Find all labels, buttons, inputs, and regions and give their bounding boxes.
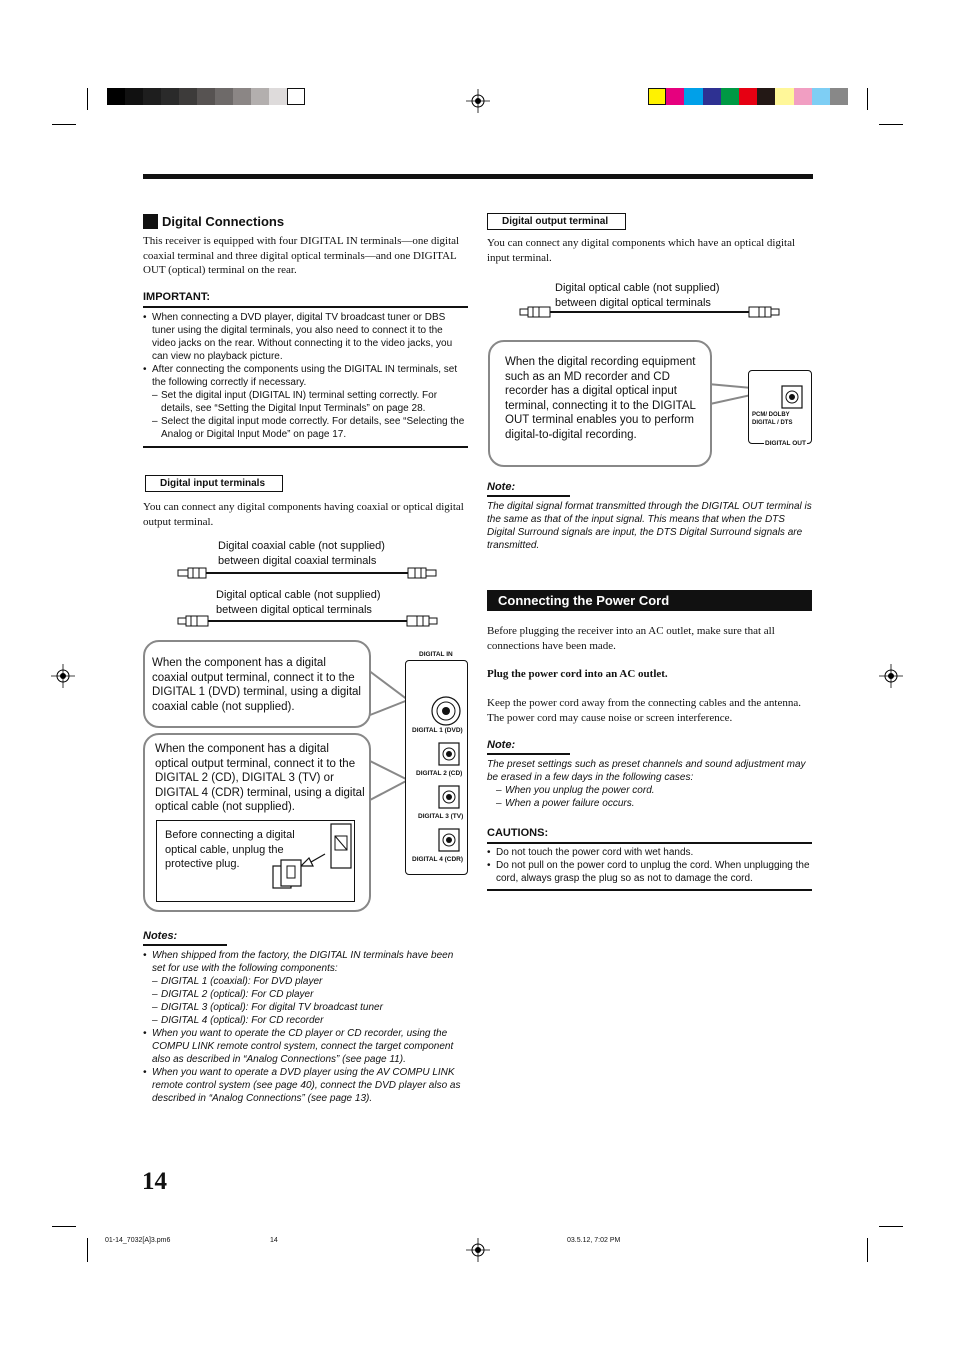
heading-text: Digital Connections bbox=[162, 214, 285, 229]
notes-label: Notes: bbox=[143, 930, 178, 942]
color-swatch bbox=[794, 88, 812, 105]
list-item: • Do not pull on the power cord to unplug the cord. When unplugging the cord, always grasp the plug so as not to damage the cord. bbox=[487, 859, 812, 885]
note2-list bbox=[487, 758, 812, 810]
optical-jack-icon bbox=[438, 828, 460, 852]
color-swatch bbox=[197, 88, 215, 105]
color-swatch bbox=[143, 88, 161, 105]
list-item: – Select the digital input mode correctly. For details, see “Selecting the Analog or Digital Input Mode” on page 17. bbox=[143, 415, 468, 441]
crop-mark bbox=[52, 1226, 76, 1227]
square-bullet-icon bbox=[143, 214, 158, 229]
callout-optical-text: When the component has a digital optical output terminal, connect it to the DIGITAL 2 (CD), DIGITAL 3 (TV) or DIGITAL 4 (CDR) terminal, using a digital optical cable (not supplied). bbox=[155, 743, 365, 813]
color-swatch bbox=[233, 88, 251, 105]
list-item: – DIGITAL 2 (optical): For CD player bbox=[143, 988, 468, 1001]
section-heading-digital-connections bbox=[143, 214, 284, 229]
color-swatch bbox=[179, 88, 197, 105]
digital-2-label: DIGITAL 2 (CD) bbox=[416, 770, 463, 777]
color-swatch bbox=[161, 88, 179, 105]
header-rule bbox=[143, 174, 813, 179]
digital-out-label: DIGITAL OUT bbox=[765, 440, 806, 447]
divider bbox=[143, 306, 468, 308]
color-swatch bbox=[215, 88, 233, 105]
registration-target-icon bbox=[466, 89, 490, 113]
crop-mark bbox=[867, 1238, 868, 1262]
note-text: The digital signal format transmitted through the DIGITAL OUT terminal is the same as that of the input signal. This means that when the DTS Digital Surround signals are input, the DTS Digital Surround signals are transmitted. bbox=[487, 501, 812, 551]
color-swatch bbox=[107, 88, 125, 105]
footer-date: 03.5.12, 7:02 PM bbox=[567, 1237, 621, 1244]
digital-out-format-label: PCM/ DOLBY DIGITAL / DTS bbox=[752, 412, 793, 426]
output-intro: You can connect any digital components which have an optical digital input terminal. bbox=[487, 237, 796, 264]
list-item: – Set the digital input (DIGITAL IN) terminal setting correctly. For details, see “Setting the Digital Input Terminals” on page 28. bbox=[143, 389, 468, 415]
registration-target-icon bbox=[51, 664, 75, 688]
color-swatch bbox=[684, 88, 702, 105]
protective-plug-icon bbox=[265, 822, 355, 896]
footer-file: 01-14_7032[A]3.pm6 bbox=[105, 1237, 171, 1244]
digital-1-label: DIGITAL 1 (DVD) bbox=[412, 727, 463, 734]
cautions-list bbox=[487, 846, 812, 885]
digital-4-label: DIGITAL 4 (CDR) bbox=[412, 856, 464, 863]
color-swatch bbox=[666, 88, 684, 105]
coax-cable-caption: Digital coaxial cable (not supplied) between digital coaxial terminals bbox=[218, 540, 385, 567]
crop-mark bbox=[52, 124, 76, 125]
color-swatch bbox=[703, 88, 721, 105]
registration-target-icon bbox=[879, 664, 903, 688]
optical-cable-icon bbox=[519, 305, 781, 319]
list-item: – DIGITAL 4 (optical): For CD recorder bbox=[143, 1014, 468, 1027]
callout-recording-text: When the digital recording equipment such as an MD recorder and CD recorder has a digital optical input terminal, connecting it to the DIGITAL OUT terminal enables you to perform digital-to-digital recording. bbox=[505, 356, 696, 441]
output-terminal-label: Digital output terminal bbox=[487, 213, 626, 230]
color-swatch bbox=[269, 88, 287, 105]
input-terminals-label: Digital input terminals bbox=[145, 475, 283, 492]
list-item: The preset settings such as preset channels and sound adjustment may be erased in a few days in the following cases: bbox=[487, 759, 806, 783]
list-item: • After connecting the components using the DIGITAL IN terminals, set the following correctly if necessary. bbox=[143, 363, 468, 389]
color-swatch bbox=[648, 88, 666, 105]
optical-cable-icon bbox=[177, 614, 439, 628]
list-item: • Do not touch the power cord with wet hands. bbox=[487, 846, 812, 859]
intro-paragraph: This receiver is equipped with four DIGITAL IN terminals—one digital coaxial terminal and three digital optical terminals—and one DIGITAL OUT (optical) terminal on the rear. bbox=[143, 235, 460, 276]
optical-jack-icon bbox=[438, 785, 460, 809]
color-swatch bbox=[775, 88, 793, 105]
list-item: • When shipped from the factory, the DIGITAL IN terminals have been set for use with the following components: bbox=[143, 949, 468, 975]
color-swatch bbox=[287, 88, 305, 105]
power-keep: Keep the power cord away from the connecting cables and the antenna. The power cord may cause noise or screen interference. bbox=[487, 697, 801, 724]
list-item: – DIGITAL 1 (coaxial): For DVD player bbox=[143, 975, 468, 988]
crop-mark bbox=[87, 1238, 88, 1262]
output-optical-cable-caption: Digital optical cable (not supplied) between digital optical terminals bbox=[555, 282, 720, 309]
color-swatch bbox=[125, 88, 143, 105]
divider bbox=[143, 944, 227, 946]
color-swatch bbox=[757, 88, 775, 105]
color-swatch bbox=[812, 88, 830, 105]
divider bbox=[487, 495, 570, 497]
divider bbox=[487, 753, 570, 755]
color-swatch bbox=[721, 88, 739, 105]
power-intro: Before plugging the receiver into an AC outlet, make sure that all connections have been made. bbox=[487, 625, 775, 652]
coaxial-cable-icon bbox=[177, 566, 437, 580]
divider bbox=[487, 889, 812, 891]
color-swatch bbox=[830, 88, 848, 105]
note2-label: Note: bbox=[487, 739, 516, 751]
list-item: – When a power failure occurs. bbox=[487, 797, 812, 810]
list-item: • When you want to operate the CD player or CD recorder, using the COMPU LINK remote control system, connect the target component also as described in “Analog Connections” (see page 11). bbox=[143, 1027, 468, 1066]
divider bbox=[143, 446, 468, 448]
list-item: – DIGITAL 3 (optical): For digital TV broadcast tuner bbox=[143, 1001, 468, 1014]
power-cord-heading: Connecting the Power Cord bbox=[487, 590, 812, 611]
page-number: 14 bbox=[142, 1168, 167, 1195]
list-item: – When you unplug the power cord. bbox=[487, 784, 812, 797]
notes-list bbox=[143, 949, 468, 1105]
optical-jack-icon bbox=[438, 742, 460, 766]
important-label: IMPORTANT: bbox=[143, 291, 211, 303]
optical-cable-caption: Digital optical cable (not supplied) between digital optical terminals bbox=[216, 589, 381, 616]
crop-mark bbox=[879, 1226, 903, 1227]
footer-page: 14 bbox=[270, 1237, 278, 1244]
list-item: • When you want to operate a DVD player using the AV COMPU LINK remote control system (see page 40), connect the DVD player also as described in “Analog Connections” (see page 13). bbox=[143, 1066, 468, 1105]
registration-target-icon bbox=[466, 1238, 490, 1262]
plug-note-text: Before connecting a digital optical cable, unplug the protective plug. bbox=[165, 829, 295, 870]
cautions-label: CAUTIONS: bbox=[487, 827, 549, 839]
digital-in-title: DIGITAL IN bbox=[419, 651, 453, 658]
list-item: • When connecting a DVD player, digital TV broadcast tuner or DBS tuner using the digital terminals, you also need to connect it to the video jacks on the rear. Without connecting it to the video jacks, you can view no playback picture. bbox=[143, 311, 468, 363]
coaxial-jack-icon bbox=[430, 695, 464, 727]
color-swatch bbox=[251, 88, 269, 105]
digital-3-label: DIGITAL 3 (TV) bbox=[418, 813, 464, 820]
crop-mark bbox=[87, 88, 88, 110]
crop-mark bbox=[879, 124, 903, 125]
crop-mark bbox=[867, 88, 868, 110]
input-intro: You can connect any digital components having coaxial or optical digital output terminal. bbox=[143, 501, 464, 528]
power-instruction: Plug the power cord into an AC outlet. bbox=[487, 668, 668, 680]
callout-coaxial-text: When the component has a digital coaxial output terminal, connect it to the DIGITAL 1 (DVD) terminal, using a digital coaxial cable (not supplied). bbox=[152, 657, 361, 713]
note-label: Note: bbox=[487, 481, 516, 493]
optical-jack-icon bbox=[781, 385, 803, 409]
color-swatch bbox=[739, 88, 757, 105]
important-list bbox=[143, 311, 468, 441]
divider bbox=[487, 842, 812, 844]
